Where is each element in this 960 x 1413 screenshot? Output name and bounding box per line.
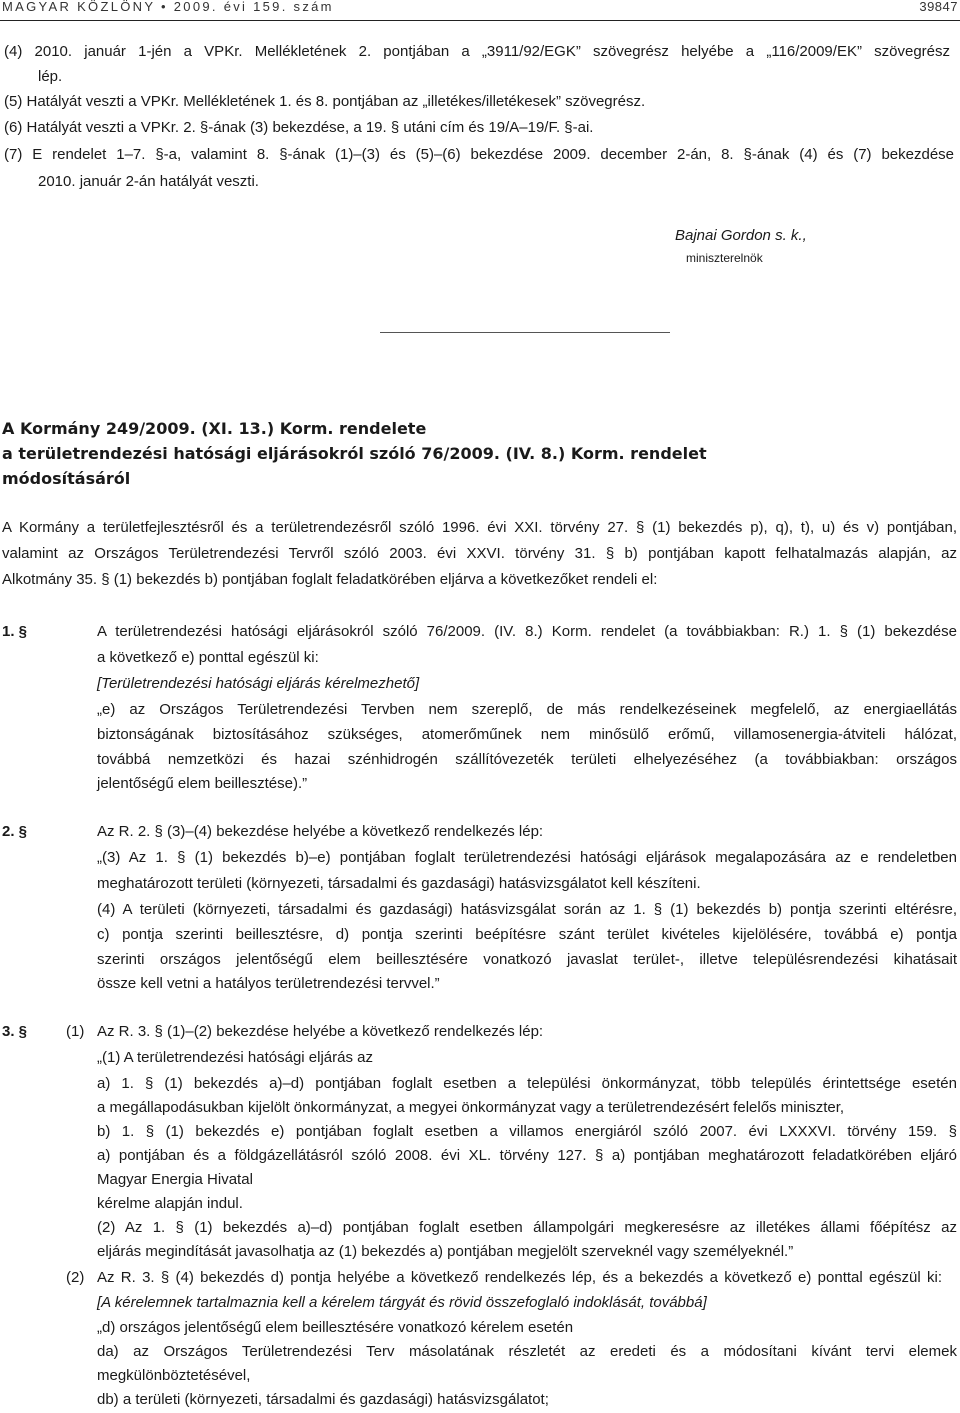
section-line: eljárás megindítását javasolhatja az (1) bekezdés a) pontjában megjelölt szerveknél vagy személyeknél.” [97,1243,794,1260]
section-line: (4) A területi (környezeti, társadalmi és gazdasági) hatásvizsgálat során az 1. § (1) bekezdés b) pontja szerinti eltérésre, [97,901,957,918]
section-line: b) 1. § (1) bekezdés e) pontjában foglalt esetben a villamos energiáról szóló 2007. évi LXXXVI. törvény 159. § [97,1123,957,1140]
subsection-number: (1) [66,1023,85,1040]
intro-line: lép. [38,68,63,85]
page-header [0,0,960,16]
section-number: 2. § [2,823,28,840]
section-line: biztonságának biztosításához szükséges, atomerőműnek nem minősülő erőmű, villamosenergia-átviteli hálózat, [97,726,957,743]
section-line: (2) Az 1. § (1) bekezdés a)–d) pontjában foglalt esetben állampolgári megkeresésre az illetékes állami főépítész az [97,1219,957,1236]
intro-line: (4) 2010. január 1-jén a VPKr. Mellékletének 2. pontjában a „3911/92/EGK” szövegrész helyébe a „116/2009/EK” szövegrész [4,43,950,60]
header-rule [0,20,960,21]
section-line: a) 1. § (1) bekezdés a)–d) pontjában foglalt esetben a települési önkormányzat, több település érintettsége esetén [97,1075,957,1092]
section-line: meghatározott területi (környezeti, társadalmi és gazdasági) hatásvizsgálatot kell készíteni. [97,875,701,892]
section-line: [Területrendezési hatósági eljárás kérelmezhető] [97,675,420,692]
section-line: Az R. 3. § (1)–(2) bekezdése helyébe a következő rendelkezés lép: [97,1023,544,1040]
subsection-number: (2) [66,1269,85,1286]
intro-line: (7) E rendelet 1–7. §-a, valamint 8. §-ának (1)–(3) és (5)–(6) bekezdése 2009. december 2-án, 8. §-ának (4) és (7) bekezdése [4,146,954,163]
section-line: da) az Országos Területrendezési Terv másolatának részletét az eredeti és a módosítani kívánt tervi elemek [97,1343,957,1360]
section-line: kérelme alapján indul. [97,1195,243,1212]
separator-rule [380,332,670,333]
preamble-line: Alkotmány 35. § (1) bekezdés b) pontjában foglalt feladatkörében eljárva a következőket rendeli el: [2,571,658,588]
preamble-line: valamint az Országos Területrendezési Tervről szóló 2003. évi XXVI. törvény 31. § b) pontjában kapott felhatalmazás alapján, az [2,545,957,562]
section-line: jelentőségű elem beillesztése).” [97,775,308,792]
signatory-name: Bajnai Gordon s. k., [675,227,807,244]
section-line: megkülönböztetésével, [97,1367,251,1384]
section-line: Magyar Energia Hivatal [97,1171,253,1188]
decree-title-line: módosításáról [2,469,131,488]
decree-title-line: A Kormány 249/2009. (XI. 13.) Korm. rendelete [2,419,427,438]
section-line: „e) az Országos Területrendezési Tervben nem szereplő, de más rendelkezéseinek megfelelő, az energiaellátás [97,701,957,718]
section-number: 3. § [2,1023,28,1040]
section-line: Az R. 3. § (4) bekezdés d) pontja helyébe a következő rendelkezés lép, és a bekezdés a következő e) ponttal egészül ki: [97,1269,942,1286]
section-line: db) a területi (környezeti, társadalmi és gazdasági) hatásvizsgálatot; [97,1391,549,1408]
section-line: Az R. 2. § (3)–(4) bekezdése helyébe a következő rendelkezés lép: [97,823,544,840]
section-line: továbbá nemzetközi és hazai szénhidrogén szállítóvezeték területi elhelyezéséhez (a továbbiakban: országos [97,751,957,768]
intro-line: (5) Hatályát veszti a VPKr. Mellékletének 1. és 8. pontjában az „illetékes/illetékesek” szövegrész. [4,93,646,110]
intro-line: (6) Hatályát veszti a VPKr. 2. §-ának (3) bekezdése, a 19. § utáni cím és 19/A–19/F. §-ai. [4,119,594,136]
journal-title: MAGYAR KÖZLÖNY • 2009. évi 159. szám [2,0,334,14]
section-line: a következő e) ponttal egészül ki: [97,649,319,666]
section-line: „(1) A területrendezési hatósági eljárás az [97,1049,373,1066]
section-line: össze kell vetni a hatályos területrendezési tervvel.” [97,975,440,992]
section-line: „d) országos jelentőségű elem beillesztésére vonatkozó kérelem esetén [97,1319,574,1336]
intro-line: 2010. január 2-án hatályát veszti. [38,173,259,190]
section-line: [A kérelemnek tartalmaznia kell a kérelem tárgyát és rövid összefoglaló indoklását, továbbá] [97,1294,707,1311]
section-line: c) pontja szerinti beillesztésre, d) pontja szerinti beépítésre szánt terület kivételes kijelölésére, továbbá e) pontja [97,926,957,943]
section-line: A területrendezési hatósági eljárásokról szóló 76/2009. (IV. 8.) Korm. rendelet (a továbbiakban: R.) 1. § (1) bekezdése [97,623,957,640]
section-number: 1. § [2,623,28,640]
section-line: „(3) Az 1. § (1) bekezdés b)–e) pontjában foglalt területrendezési hatósági eljárások megalapozására az e rendeletben [97,849,957,866]
section-line: szerinti országos jelentőségű elem beillesztésére vonatkozó javaslat terület-, illetve településrendezési kihatásait [97,951,957,968]
section-line: a megállapodásukban kijelölt önkormányzat, a megyei önkormányzat vagy a területrendezésért felelős miniszter, [97,1099,845,1116]
page-number: 39847 [919,0,958,14]
decree-title-line: a területrendezési hatósági eljárásokról szóló 76/2009. (IV. 8.) Korm. rendelet [2,444,707,463]
signatory-title: miniszterelnök [686,251,763,265]
preamble-line: A Kormány a területfejlesztésről és a területrendezésről szóló 1996. évi XXI. törvény 27. § (1) bekezdés p), q), t), u) és v) pontjában, [2,519,957,536]
section-line: a) pontjában és a földgázellátásról szóló 2008. évi XL. törvény 127. § a) pontjában meghatározott feladatkörében eljáró [97,1147,957,1164]
